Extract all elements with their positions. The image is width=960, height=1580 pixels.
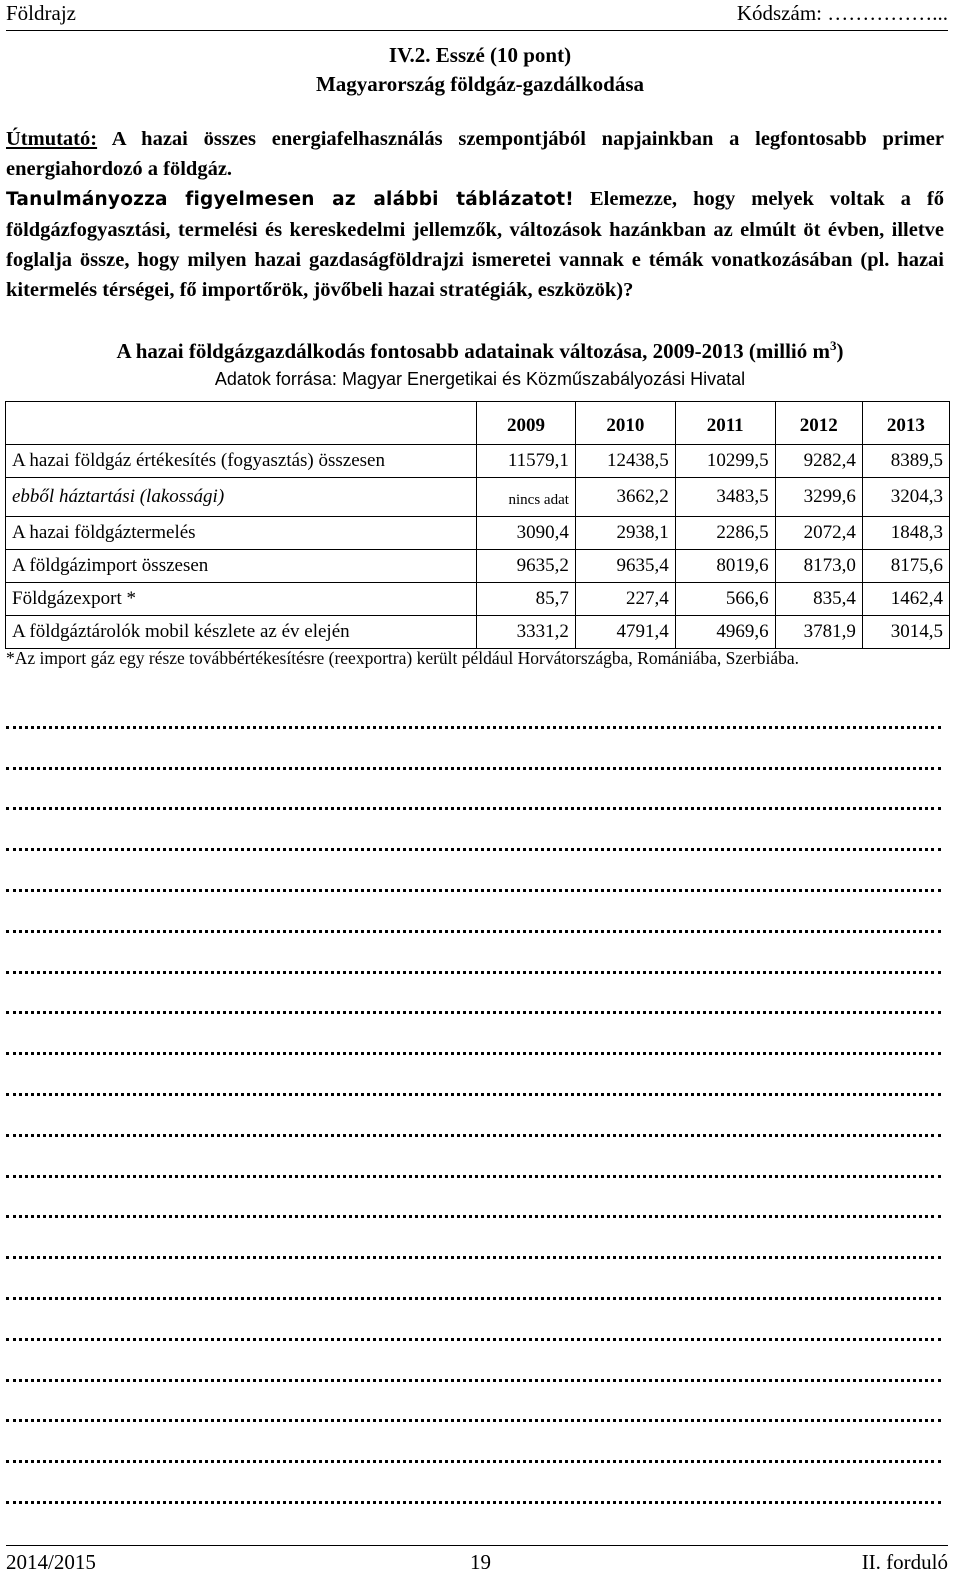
cell: 3781,9 — [775, 616, 862, 649]
page-number: 19 — [470, 1550, 491, 1574]
subject-label: Földrajz — [6, 1, 76, 25]
answer-line — [6, 770, 941, 811]
page-footer — [6, 1545, 948, 1580]
table-row — [6, 583, 950, 616]
cell: 3204,3 — [862, 478, 949, 517]
cell: 9635,4 — [575, 550, 675, 583]
answer-line — [6, 1178, 941, 1219]
table-row — [6, 616, 950, 649]
row-label: ebből háztartási (lakossági) — [6, 478, 477, 517]
row-label: A földgáztárolók mobil készlete az év elején — [6, 616, 477, 649]
cell: 4969,6 — [675, 616, 775, 649]
cell: 3014,5 — [862, 616, 949, 649]
cell: 12438,5 — [575, 445, 675, 478]
answer-line — [6, 729, 941, 770]
cell: 11579,1 — [477, 445, 576, 478]
cell: 227,4 — [575, 583, 675, 616]
table-row — [6, 550, 950, 583]
code-label: Kódszám: ……………... — [736, 1, 948, 25]
cell: 8175,6 — [862, 550, 949, 583]
answer-line — [6, 688, 941, 729]
answer-line — [6, 1137, 941, 1178]
answer-line — [6, 1382, 941, 1423]
year-header: 2009 — [477, 402, 576, 445]
table-row — [6, 445, 950, 478]
answer-line — [6, 1218, 941, 1259]
cell: 2286,5 — [675, 517, 775, 550]
instructions-text-1: A hazai összes energiafelhasználás szempontjából napjainkban a legfontosabb primer energiahordozó a földgáz. — [6, 128, 944, 180]
cell: 4791,4 — [575, 616, 675, 649]
gas-data-table — [5, 401, 950, 649]
instructions-label: Útmutató: — [6, 128, 98, 150]
row-label: A földgázimport összesen — [6, 550, 477, 583]
cell: 3483,5 — [675, 478, 775, 517]
answer-area[interactable] — [6, 688, 941, 1504]
cell: 10299,5 — [675, 445, 775, 478]
table-footnote: *Az import gáz egy része továbbértékesítésre (reexportra) került például Horvátországba, Romániába, Szerbiába. — [6, 648, 799, 668]
answer-line — [6, 1422, 941, 1463]
essay-subtitle: Magyarország földgáz-gazdálkodása — [315, 72, 644, 96]
answer-line — [6, 1014, 941, 1055]
essay-title: IV.2. Esszé (10 pont) — [388, 43, 572, 67]
year-header: 2011 — [675, 402, 775, 445]
page-header — [6, 0, 948, 31]
cell: 9635,2 — [477, 550, 576, 583]
table-header-empty — [6, 402, 477, 445]
answer-line — [6, 1259, 941, 1300]
answer-line — [6, 974, 941, 1015]
round-label: II. forduló — [861, 1550, 948, 1574]
answer-line — [6, 810, 941, 851]
answer-line — [6, 851, 941, 892]
table-row — [6, 517, 950, 550]
table-source: Adatok forrása: Magyar Energetikai és Közműszabályozási Hivatal — [214, 369, 746, 389]
answer-line — [6, 1096, 941, 1137]
table-header-row — [6, 402, 950, 445]
cell: 85,7 — [477, 583, 576, 616]
table-row — [6, 478, 950, 517]
instructions — [6, 124, 944, 305]
answer-line — [6, 1463, 941, 1504]
cell: 835,4 — [775, 583, 862, 616]
cell: 2938,1 — [575, 517, 675, 550]
year-header: 2010 — [575, 402, 675, 445]
cell: 1848,3 — [862, 517, 949, 550]
answer-line — [6, 1341, 941, 1382]
cell: 8019,6 — [675, 550, 775, 583]
row-label: A hazai földgáz értékesítés (fogyasztás) összesen — [6, 445, 477, 478]
answer-line — [6, 1300, 941, 1341]
cell: 3090,4 — [477, 517, 576, 550]
answer-line — [6, 933, 941, 974]
cell: 8173,0 — [775, 550, 862, 583]
cell: 3299,6 — [775, 478, 862, 517]
school-year: 2014/2015 — [6, 1550, 96, 1574]
instructions-text-3: Elemezze, hogy melyek voltak a fő földgázfogyasztási, termelési és kereskedelmi jellemzők, változások hazánkban az elmúlt öt évben, illetve foglalja össze, hogy milyen hazai gazdaságföldrajzi ismeretei vannak e témák vonatkozásában (pl. hazai kitermelés térségei, fő importőrök, jövőbeli hazai stratégiák, eszközök)? — [6, 188, 944, 301]
row-label: A hazai földgáztermelés — [6, 517, 477, 550]
cell: nincs adat — [477, 478, 576, 517]
cell: 3331,2 — [477, 616, 576, 649]
cell: 8389,5 — [862, 445, 949, 478]
cell: 2072,4 — [775, 517, 862, 550]
year-header: 2012 — [775, 402, 862, 445]
instructions-text-2: Tanulmányozza figyelmesen az alábbi táblázatot! — [6, 189, 574, 210]
table-caption: A hazai földgázgazdálkodás fontosabb adatainak változása, 2009-2013 (millió $m^3$) — [116, 338, 844, 363]
cell: 9282,4 — [775, 445, 862, 478]
year-header: 2013 — [862, 402, 949, 445]
row-label: Földgázexport * — [6, 583, 477, 616]
cell: 1462,4 — [862, 583, 949, 616]
cell: 3662,2 — [575, 478, 675, 517]
answer-line — [6, 892, 941, 933]
answer-line — [6, 1055, 941, 1096]
cell: 566,6 — [675, 583, 775, 616]
